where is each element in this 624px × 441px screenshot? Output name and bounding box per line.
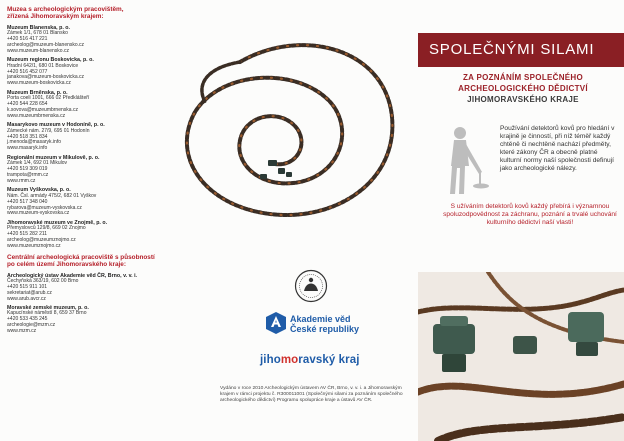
centres-heading: Centrální archeologická pracoviště s působností po celém území Jihomoravského kraje: xyxy=(7,253,155,269)
contact-entry-name: Jihomoravské muzeum ve Znojmě, p. o. xyxy=(7,219,108,226)
contact-link[interactable]: rybarova@muzeum-vyskovska.cz xyxy=(7,204,82,211)
contact-link[interactable]: j.menoda@masaryk.info xyxy=(7,139,61,146)
academy-logo-icon xyxy=(265,311,287,335)
contact-line: +420 516 452 077 xyxy=(7,68,48,75)
contact-line: Hradní 642/1, 680 01 Boskovice xyxy=(7,62,79,69)
banner-title: SPOLEČNÝMI SILAMI xyxy=(429,41,595,58)
bead-necklace-image xyxy=(150,22,410,232)
contact-link[interactable]: trampota@rmm.cz xyxy=(7,171,49,178)
academy-name: Akademie věd České republiky xyxy=(290,314,360,334)
contact-line: +420 519 309 019 xyxy=(7,166,48,173)
contact-line: Porta coeli 1001, 666 02 Předklášteří xyxy=(7,95,90,102)
contact-link[interactable]: janakova@muzeum-boskovicka.cz xyxy=(7,74,85,81)
contact-entry-name: Moravské zemské muzeum, p. o. xyxy=(7,305,89,312)
museums-heading: Muzea s archeologickým pracovištěm, zřízená Jihomoravským krajem: xyxy=(7,6,124,21)
contact-line: +420 518 351 834 xyxy=(7,133,48,140)
contact-line: +420 544 228 654 xyxy=(7,101,48,108)
contact-link[interactable]: archeologie@mzm.cz xyxy=(7,322,56,329)
region-logo: jihomoravský kraj xyxy=(260,354,360,366)
centre-list xyxy=(7,273,197,335)
contact-entry-name: Muzeum Brněnska, p. o. xyxy=(7,89,68,96)
contact-link[interactable]: sekretariat@arub.cz xyxy=(7,289,52,296)
artifacts-photo xyxy=(418,272,624,441)
contact-link[interactable]: k.sovova@muzeumbrnenska.cz xyxy=(7,106,78,113)
contact-line: Kapucínské náměstí 8, 659 37 Brno xyxy=(7,310,87,317)
contact-line: +420 533 435 245 xyxy=(7,316,48,323)
academy-seal-icon xyxy=(294,269,328,303)
contact-link[interactable]: www.mzm.cz xyxy=(7,328,37,335)
contact-link[interactable]: www.muzeumznojmo.cz xyxy=(7,242,61,249)
contact-link[interactable]: www.arub.avcr.cz xyxy=(7,295,46,302)
contact-line: +420 515 282 211 xyxy=(7,231,48,238)
contact-line: +420 516 417 221 xyxy=(7,36,48,43)
contact-link[interactable]: www.rmm.cz xyxy=(7,177,36,184)
contact-line: +420 515 911 101 xyxy=(7,283,48,290)
highlight-paragraph: S užíváním detektorů kovů každý přebírá i významnou spoluzodpovědnost za záchranu, poznání a trvalé uchování kulturního dědictví naší vlasti! xyxy=(443,203,617,227)
contact-link[interactable]: www.muzeum-boskovicka.cz xyxy=(7,80,71,87)
contact-entry-name: Masarykovo muzeum v Hodoníně, p. o. xyxy=(7,122,105,129)
contact-link[interactable]: www.masaryk.info xyxy=(7,145,48,152)
contact-entry xyxy=(7,305,197,335)
contact-line: Zámek 1/4, 692 01 Mikulov xyxy=(7,160,68,167)
imprint-text: Vydáno v roce 2010 Archeologickým ústavem AV ČR, Brno, v. v. i. a Jihomoravským krajem v rámci projektu č. R300011001 (Společnými silami za poznáním společného archeologického dědictví) Programu spolupráce kraje a ústavů AV ČR. xyxy=(220,386,403,404)
body-paragraph: Používání detektorů kovů pro hledání v krajině je činností, při níž téměř každý chtěně či nechtěně nachází předměty, které zákony ČR a obecně platné kulturní normy naší společnosti definují jako archeologické nálezy. xyxy=(500,125,615,173)
contact-line: Zámecké nám. 27/9, 695 01 Hodonín xyxy=(7,127,90,134)
contact-entry-name: Archeologický ústav Akademie věd ČR, Brno, v. v. i. xyxy=(7,272,138,279)
contact-link[interactable]: archeolog@muzeum-blanensko.cz xyxy=(7,41,85,48)
contact-entry-name: Regionální muzeum v Mikulově, p. o. xyxy=(7,154,100,161)
subtitle: ZA POZNÁNÍM SPOLEČNÉHO ARCHEOLOGICKÉHO DĚDICTVÍ JIHOMORAVSKÉHO KRAJE xyxy=(458,73,588,104)
contact-line: Nám. Čsl. armády 475/2, 682 01 Vyškov xyxy=(7,192,97,199)
contact-entry-name: Muzeum regionu Boskovicka, p. o. xyxy=(7,57,94,64)
contact-line: Zámek 1/1, 678 01 Blansko xyxy=(7,30,68,37)
contact-line: Přemyslovců 129/8, 669 02 Znojmo xyxy=(7,225,86,232)
contact-link[interactable]: www.muzeumbrnenska.cz xyxy=(7,112,66,119)
academy-logo xyxy=(265,311,405,341)
contact-entry-name: Muzeum Blanenska, p. o. xyxy=(7,24,70,31)
contact-line: +420 517 348 040 xyxy=(7,198,48,205)
contact-link[interactable]: www.muzeum-blanensko.cz xyxy=(7,47,69,54)
contact-entry-name: Muzeum Vyškovska, p. o. xyxy=(7,187,71,194)
title-banner xyxy=(418,33,624,67)
contact-link[interactable]: www.muzeum-vyskovska.cz xyxy=(7,210,70,217)
contact-link[interactable]: archeolog@muzeumznojmo.cz xyxy=(7,237,76,244)
contact-entry xyxy=(7,273,197,303)
metal-detector-user-icon xyxy=(430,124,490,200)
contact-line: Čechyňská 363/19, 602 00 Brno xyxy=(7,277,79,284)
